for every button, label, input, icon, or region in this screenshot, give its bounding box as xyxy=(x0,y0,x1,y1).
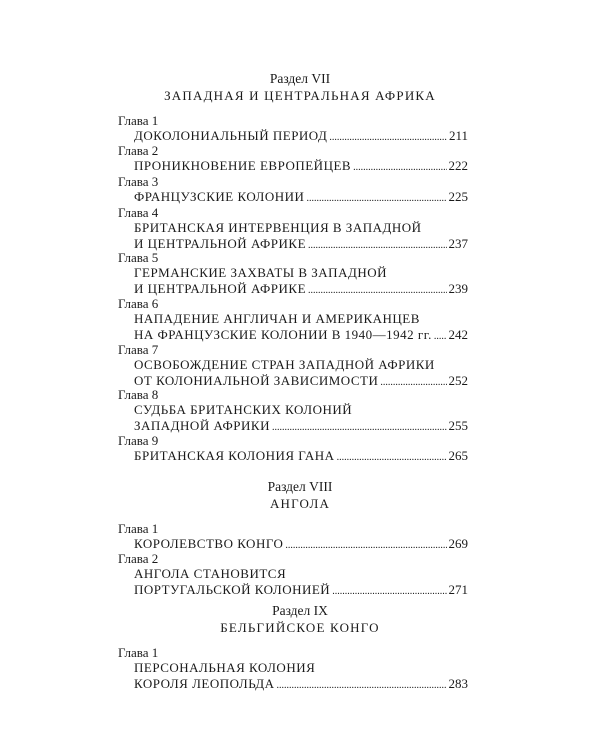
page-number: 239 xyxy=(448,281,468,296)
chapter-title: ДОКОЛОНИАЛЬНЫЙ ПЕРИОД xyxy=(134,128,328,143)
page-number: 222 xyxy=(448,158,468,173)
chapter-label: Глава 8 xyxy=(118,387,159,402)
chapter-title: ПЕРСОНАЛЬНАЯ КОЛОНИЯ xyxy=(134,660,316,675)
chapter-label: Глава 1 xyxy=(118,645,159,660)
chapter-title: НАПАДЕНИЕ АНГЛИЧАН И АМЕРИКАНЦЕВ xyxy=(134,311,420,326)
chapter-entry[interactable] xyxy=(118,113,468,144)
chapter-title: ФРАНЦУЗСКИЕ КОЛОНИИ xyxy=(134,189,305,204)
chapter-title: БРИТАНСКАЯ ИНТЕРВЕНЦИЯ В ЗАПАДНОЙ xyxy=(134,220,422,235)
chapter-entry[interactable] xyxy=(118,521,468,552)
chapter-title-line xyxy=(134,158,468,174)
page-number: 225 xyxy=(448,189,468,204)
chapter-title: НА ФРАНЦУЗСКИЕ КОЛОНИИ В 1940—1942 гг. xyxy=(134,327,432,342)
chapter-title: КОРОЛЕВСТВО КОНГО xyxy=(134,536,284,551)
chapter-title-line xyxy=(134,676,468,692)
chapter-title-line xyxy=(134,311,468,327)
chapter-label: Глава 3 xyxy=(118,174,159,189)
chapter-title-line xyxy=(134,128,468,144)
chapter-title-line xyxy=(134,582,468,598)
page-number: 271 xyxy=(448,582,468,597)
chapter-title-line xyxy=(134,189,468,205)
page-number: 237 xyxy=(448,236,468,251)
chapter-entry[interactable] xyxy=(118,645,468,692)
chapter-entry[interactable] xyxy=(118,143,468,174)
page-number: 255 xyxy=(448,418,468,433)
chapter-label: Глава 2 xyxy=(118,551,159,566)
section-number: Раздел VII xyxy=(269,71,331,86)
chapter-label: Глава 2 xyxy=(118,143,159,158)
page-number: 269 xyxy=(448,536,468,551)
chapter-title-line xyxy=(134,402,468,418)
chapter-title: ЗАПАДНОЙ АФРИКИ xyxy=(134,418,270,433)
chapter-entry[interactable] xyxy=(118,551,468,598)
dot-leader xyxy=(337,450,447,466)
section-heading xyxy=(0,478,600,513)
page-number: 211 xyxy=(448,128,468,143)
section-number: Раздел VIII xyxy=(267,479,333,494)
chapter-title: КОРОЛЯ ЛЕОПОЛЬДА xyxy=(134,676,275,691)
chapter-title-line xyxy=(134,660,468,676)
chapter-label: Глава 5 xyxy=(118,250,159,265)
chapter-entry[interactable] xyxy=(118,433,468,464)
chapter-title: СУДЬБА БРИТАНСКИХ КОЛОНИЙ xyxy=(134,402,353,417)
chapter-title: ОТ КОЛОНИАЛЬНОЙ ЗАВИСИМОСТИ xyxy=(134,373,379,388)
chapter-title-line xyxy=(134,448,468,464)
chapter-title: АНГОЛА СТАНОВИТСЯ xyxy=(134,566,287,581)
chapter-label: Глава 4 xyxy=(118,205,159,220)
section-title: БЕЛЬГИЙСКОЕ КОНГО xyxy=(220,620,380,635)
chapter-title-line xyxy=(134,327,468,343)
page-number: 242 xyxy=(448,327,468,342)
section-number: Раздел IX xyxy=(272,603,328,618)
chapter-label: Глава 1 xyxy=(118,521,159,536)
page-number: 283 xyxy=(448,676,468,691)
chapter-entry[interactable] xyxy=(118,296,468,343)
chapter-entry[interactable] xyxy=(118,250,468,297)
chapter-label: Глава 1 xyxy=(118,113,159,128)
chapter-title-line xyxy=(134,566,468,582)
dot-leader xyxy=(332,584,446,600)
chapter-title: ГЕРМАНСКИЕ ЗАХВАТЫ В ЗАПАДНОЙ xyxy=(134,265,387,280)
section-heading xyxy=(0,602,600,637)
chapter-title: ПРОНИКНОВЕНИЕ ЕВРОПЕЙЦЕВ xyxy=(134,158,352,173)
chapter-entry[interactable] xyxy=(118,174,468,205)
page-number: 265 xyxy=(448,448,468,463)
section-heading xyxy=(0,70,600,105)
chapter-entry[interactable] xyxy=(118,205,468,252)
chapter-label: Глава 7 xyxy=(118,342,159,357)
chapter-title-line xyxy=(134,281,468,297)
dot-leader xyxy=(276,678,446,694)
chapter-title-line xyxy=(134,357,468,373)
chapter-entry[interactable] xyxy=(118,387,468,434)
chapter-title-line xyxy=(134,265,468,281)
chapter-title: ОСВОБОЖДЕНИЕ СТРАН ЗАПАДНОЙ АФРИКИ xyxy=(134,357,435,372)
page-number: 252 xyxy=(448,373,468,388)
chapter-label: Глава 6 xyxy=(118,296,159,311)
chapter-title: И ЦЕНТРАЛЬНОЙ АФРИКЕ xyxy=(134,236,307,251)
chapter-title: ПОРТУГАЛЬСКОЙ КОЛОНИЕЙ xyxy=(134,582,331,597)
chapter-title-line xyxy=(134,536,468,552)
chapter-title: БРИТАНСКАЯ КОЛОНИЯ ГАНА xyxy=(134,448,335,463)
section-title: ЗАПАДНАЯ И ЦЕНТРАЛЬНАЯ АФРИКА xyxy=(164,88,436,103)
chapter-title-line xyxy=(134,220,468,236)
chapter-label: Глава 9 xyxy=(118,433,159,448)
chapter-entry[interactable] xyxy=(118,342,468,389)
chapter-title: И ЦЕНТРАЛЬНОЙ АФРИКЕ xyxy=(134,281,307,296)
section-title: АНГОЛА xyxy=(269,496,331,511)
chapter-title-line xyxy=(134,418,468,434)
